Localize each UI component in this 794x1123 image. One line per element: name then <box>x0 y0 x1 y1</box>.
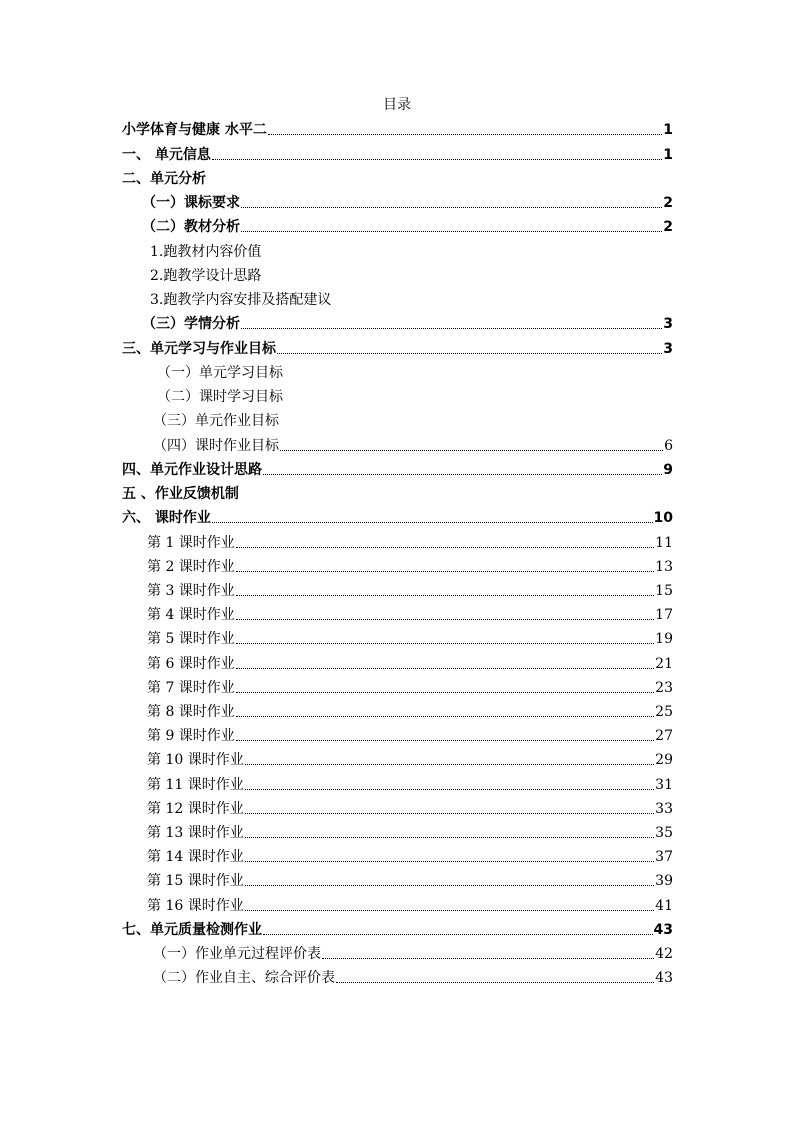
toc-entry-page: 3 <box>663 341 673 357</box>
toc-entry-page: 23 <box>655 680 673 696</box>
toc-entry-label: 二、单元分析 <box>122 171 206 187</box>
toc-entry-label: 七、单元质量检测作业 <box>122 922 262 938</box>
dot-leader <box>241 328 662 329</box>
toc-entry-label: 第 11 课时作业 <box>147 777 244 793</box>
dot-leader <box>236 692 654 693</box>
toc-entry[interactable] <box>153 943 673 963</box>
toc-entry-page: 25 <box>655 704 673 720</box>
dot-leader <box>212 522 653 523</box>
toc-entry-label: （一）单元学习目标 <box>157 365 283 381</box>
toc-entry-label: 第 4 课时作业 <box>147 607 235 623</box>
dot-leader <box>236 547 654 548</box>
toc-entry-page: 10 <box>653 510 673 526</box>
toc-entry-page: 43 <box>655 970 673 986</box>
toc-entry[interactable] <box>122 144 673 164</box>
toc-entry-label: 第 10 课时作业 <box>147 752 244 768</box>
toc-entry-label: （二）课时学习目标 <box>157 389 283 405</box>
dot-leader <box>236 740 654 741</box>
toc-entry[interactable] <box>122 459 673 479</box>
dot-leader <box>236 571 654 572</box>
toc-entry-page: 19 <box>655 631 673 647</box>
toc-entry-page: 21 <box>655 656 673 672</box>
toc-entry[interactable] <box>157 386 557 406</box>
toc-entry-label: 五 、作业反馈机制 <box>122 486 239 502</box>
dot-leader <box>263 934 653 935</box>
toc-entry-label: （三）单元作业目标 <box>153 413 279 429</box>
toc-entry[interactable] <box>147 604 673 624</box>
toc-entry[interactable] <box>147 677 673 697</box>
toc-entry[interactable] <box>122 168 673 188</box>
toc-entry-label: 四、单元作业设计思路 <box>122 462 262 478</box>
dot-leader <box>277 353 662 354</box>
toc-entry[interactable] <box>147 798 673 818</box>
toc-entry[interactable] <box>147 628 673 648</box>
toc-entry-label: 第 15 课时作业 <box>147 873 244 889</box>
toc-entry-page: 29 <box>655 752 673 768</box>
toc-entry[interactable] <box>147 725 673 745</box>
toc-entry-page: 35 <box>655 825 673 841</box>
toc-entry[interactable] <box>122 338 673 358</box>
toc-entry[interactable] <box>147 532 673 552</box>
toc-entry-page: 41 <box>655 898 673 914</box>
dot-leader <box>236 619 654 620</box>
toc-entry-label: 第 3 课时作业 <box>147 583 235 599</box>
toc-entry-label: （三）学情分析 <box>142 316 240 332</box>
toc-entry-label: 第 13 课时作业 <box>147 825 244 841</box>
toc-entry[interactable] <box>150 265 550 285</box>
dot-leader <box>236 595 654 596</box>
toc-entry-page: 1 <box>663 122 673 138</box>
toc-entry-label: 第 8 课时作业 <box>147 704 235 720</box>
toc-entry[interactable] <box>122 507 673 527</box>
toc-entry[interactable] <box>147 556 673 576</box>
toc-entry-page: 42 <box>655 946 673 962</box>
toc-entry-page: 43 <box>653 922 673 938</box>
toc-entry[interactable] <box>122 119 673 139</box>
toc-entry-label: 小学体育与健康 水平二 <box>122 122 267 138</box>
toc-entry-label: 第 16 课时作业 <box>147 898 244 914</box>
toc-entry[interactable] <box>147 870 673 890</box>
toc-entry-page: 2 <box>663 195 673 211</box>
toc-entry-page: 31 <box>655 777 673 793</box>
toc-entry[interactable] <box>150 241 550 261</box>
dot-leader <box>263 474 662 475</box>
toc-entry[interactable] <box>122 483 673 503</box>
toc-entry[interactable] <box>153 435 673 455</box>
toc-entry-page: 6 <box>664 438 673 454</box>
toc-entry[interactable] <box>142 216 673 236</box>
dot-leader <box>245 837 654 838</box>
toc-entry-label: 第 1 课时作业 <box>147 535 235 551</box>
dot-leader <box>245 764 654 765</box>
dot-leader <box>245 910 654 911</box>
dot-leader <box>336 982 654 983</box>
toc-entry[interactable] <box>150 289 550 309</box>
toc-entry[interactable] <box>153 967 673 987</box>
toc-entry-page: 17 <box>655 607 673 623</box>
toc-entry-page: 9 <box>663 462 673 478</box>
toc-entry-page: 39 <box>655 873 673 889</box>
toc-entry[interactable] <box>157 362 557 382</box>
toc-entry-label: 第 9 课时作业 <box>147 728 235 744</box>
toc-entry-page: 1 <box>663 147 673 163</box>
dot-leader <box>268 134 662 135</box>
toc-entry-label: （四）课时作业目标 <box>153 438 279 454</box>
toc-entry-label: （二）作业自主、综合评价表 <box>153 970 335 986</box>
page-title: 目录 <box>383 97 411 113</box>
toc-entry[interactable] <box>147 580 673 600</box>
toc-entry[interactable] <box>147 749 673 769</box>
toc-entry-page: 11 <box>655 535 673 551</box>
toc-entry-label: 一、 单元信息 <box>122 147 211 163</box>
toc-entry-label: （一）作业单元过程评价表 <box>153 946 321 962</box>
toc-entry-label: 第 2 课时作业 <box>147 559 235 575</box>
toc-entry-label: 第 5 课时作业 <box>147 631 235 647</box>
toc-entry[interactable] <box>122 919 673 939</box>
dot-leader <box>241 207 662 208</box>
toc-entry-label: 六、 课时作业 <box>122 510 211 526</box>
toc-entry-label: 2.跑教学设计思路 <box>150 268 262 284</box>
toc-entry[interactable] <box>147 895 673 915</box>
toc-entry-page: 27 <box>655 728 673 744</box>
toc-entry-page: 3 <box>663 316 673 332</box>
toc-entry-label: （二）教材分析 <box>142 219 240 235</box>
toc-entry-label: 1.跑教材内容价值 <box>150 244 262 260</box>
dot-leader <box>245 885 654 886</box>
toc-entry-label: 第 14 课时作业 <box>147 849 244 865</box>
dot-leader <box>322 958 654 959</box>
toc-entry-page: 33 <box>655 801 673 817</box>
toc-entry[interactable] <box>147 846 673 866</box>
dot-leader <box>236 716 654 717</box>
toc-entry[interactable] <box>142 192 673 212</box>
toc-entry-label: 3.跑教学内容安排及搭配建议 <box>150 292 332 308</box>
toc-entry-label: 三、单元学习与作业目标 <box>122 341 276 357</box>
toc-entry[interactable] <box>147 774 673 794</box>
toc-entry-label: 第 12 课时作业 <box>147 801 244 817</box>
toc-entry-page: 37 <box>655 849 673 865</box>
dot-leader <box>245 789 654 790</box>
toc-entry-label: （一）课标要求 <box>142 195 240 211</box>
toc-entry[interactable] <box>147 653 673 673</box>
toc-entry-page: 15 <box>655 583 673 599</box>
toc-entry[interactable] <box>147 822 673 842</box>
dot-leader <box>280 450 663 451</box>
dot-leader <box>212 159 662 160</box>
toc-entry[interactable] <box>142 313 673 333</box>
toc-entry[interactable] <box>147 701 673 721</box>
toc-entry[interactable] <box>153 410 553 430</box>
dot-leader <box>236 668 654 669</box>
toc-entry-page: 13 <box>655 559 673 575</box>
dot-leader <box>241 231 662 232</box>
toc-entry-page: 2 <box>663 219 673 235</box>
dot-leader <box>236 643 654 644</box>
toc-entry-label: 第 6 课时作业 <box>147 656 235 672</box>
toc-entry-label: 第 7 课时作业 <box>147 680 235 696</box>
dot-leader <box>245 813 654 814</box>
dot-leader <box>245 861 654 862</box>
